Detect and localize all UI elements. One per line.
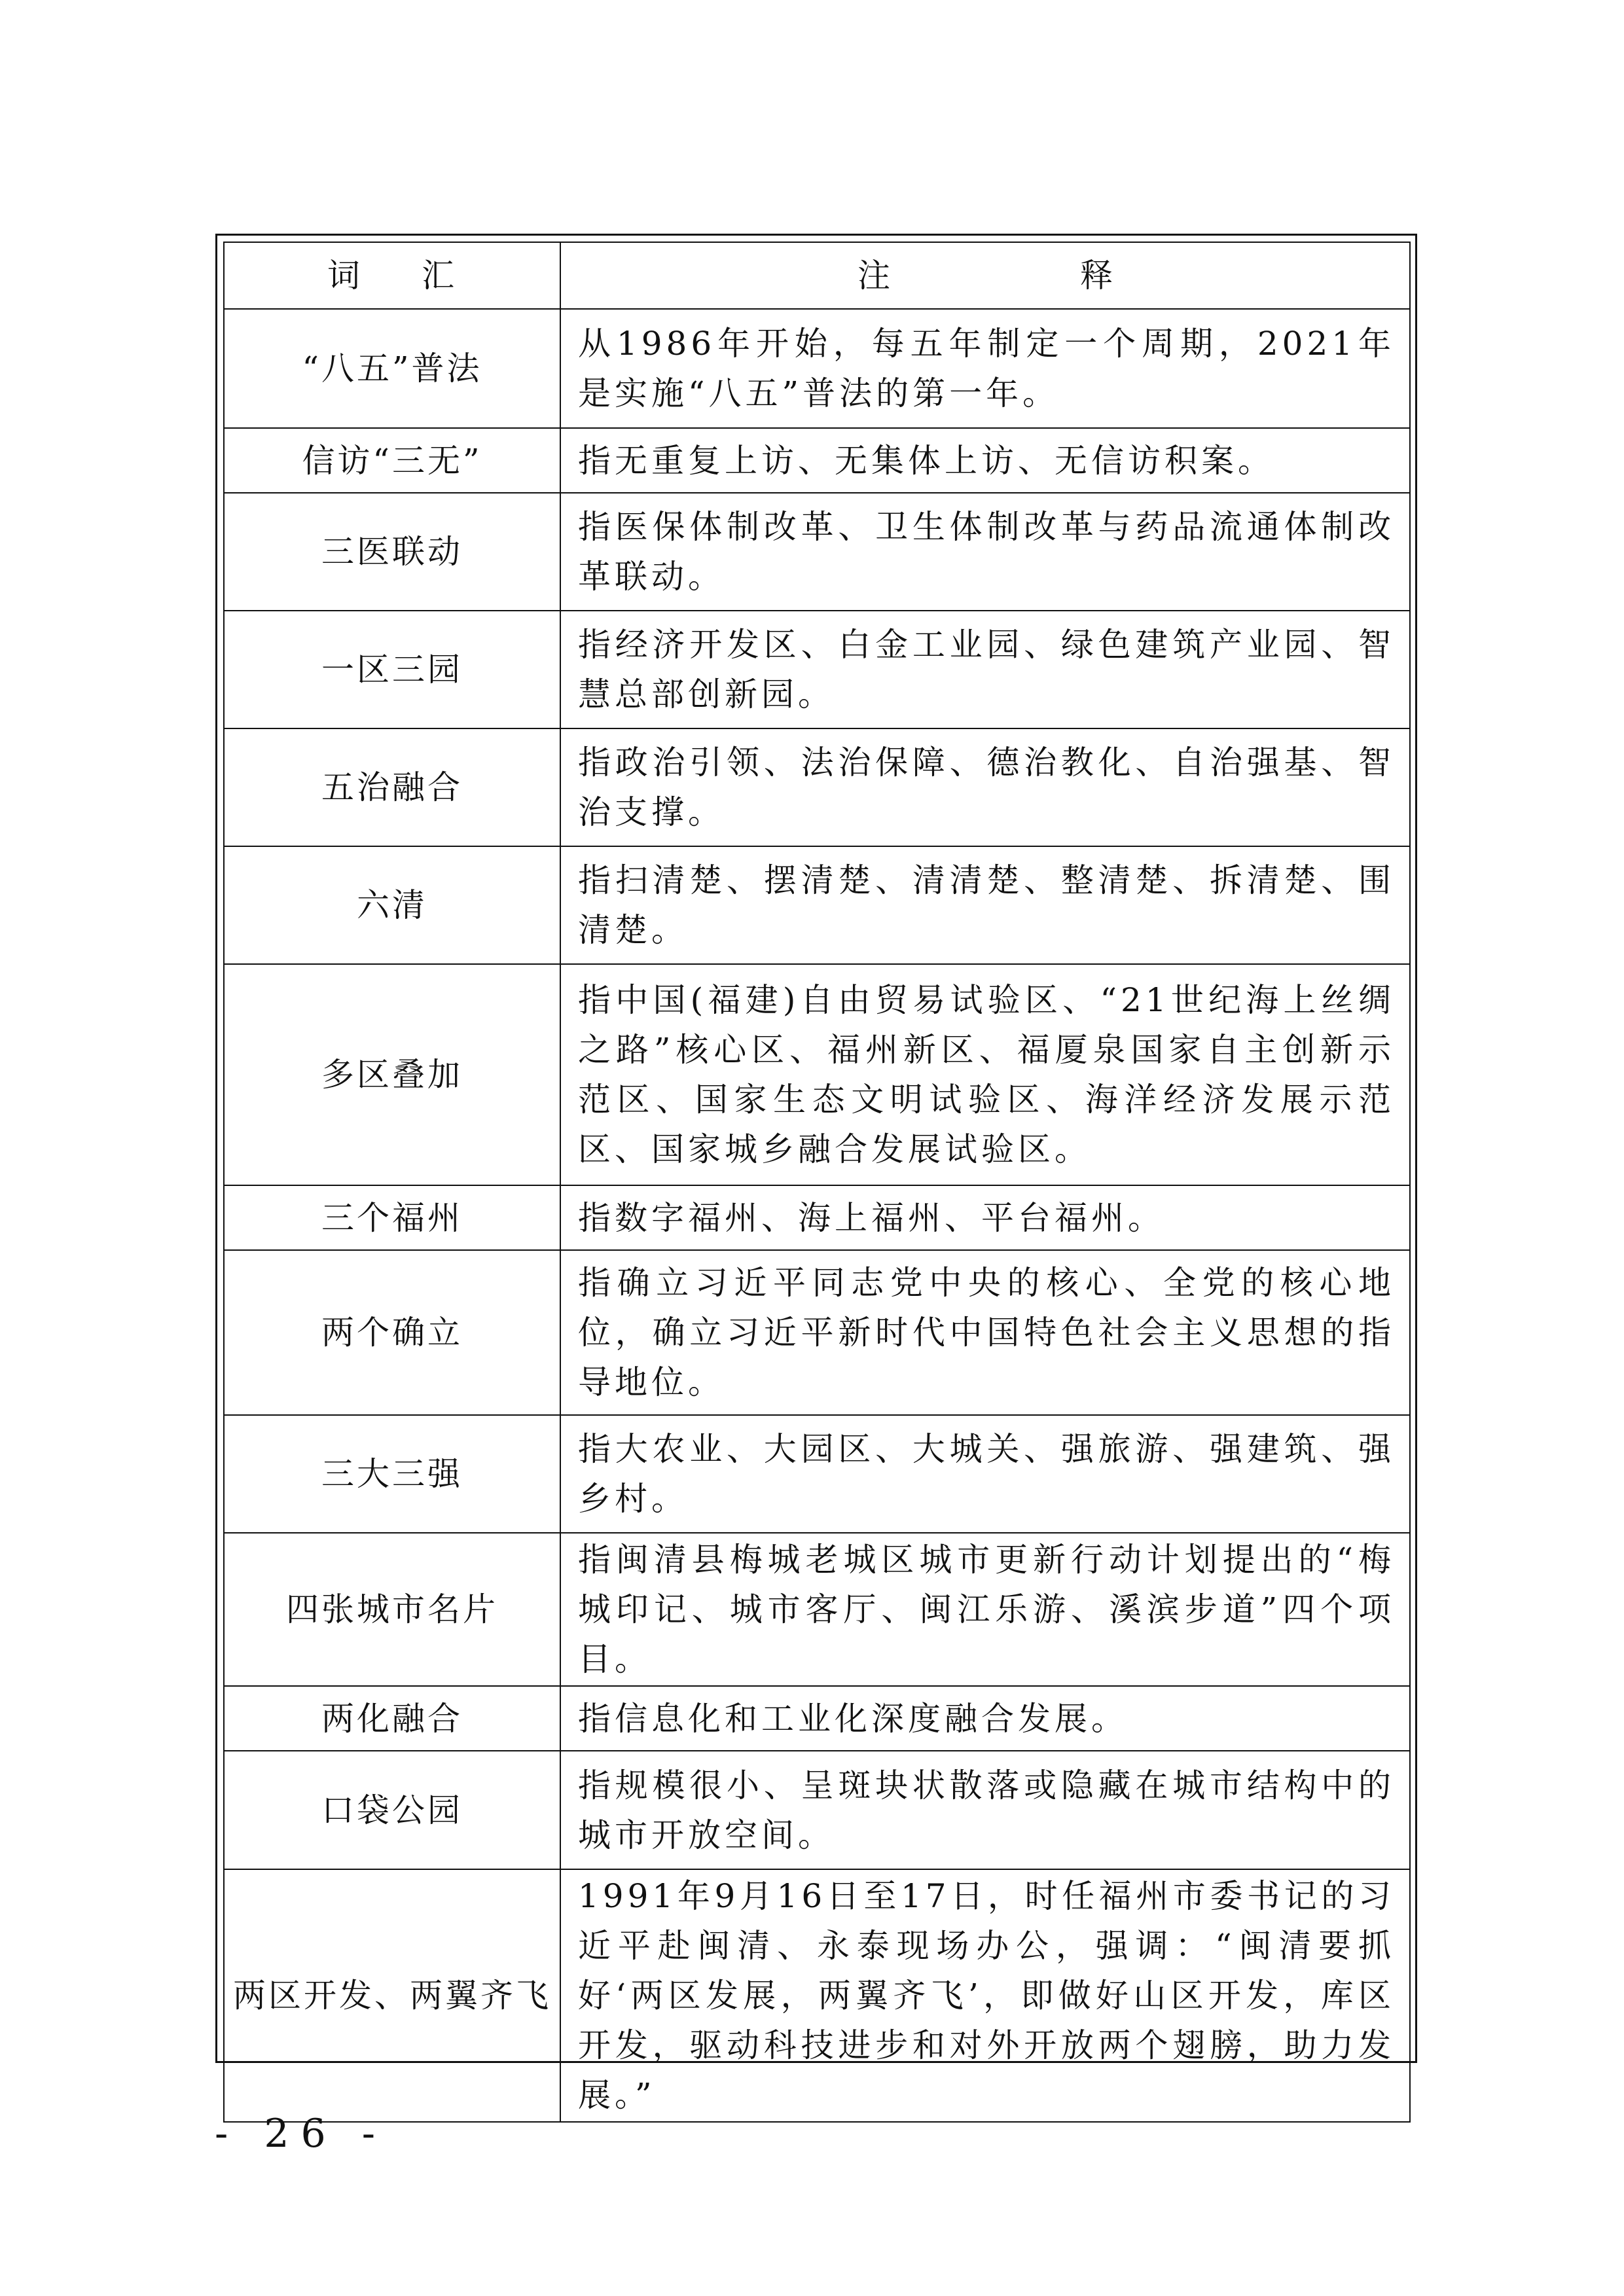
term-cell: 口袋公园 xyxy=(224,1751,560,1869)
term-cell: 六清 xyxy=(224,846,560,964)
table-row xyxy=(224,309,1410,428)
page-number: - 26 - xyxy=(215,2111,388,2157)
term-cell: “八五”普法 xyxy=(224,309,560,428)
note-cell: 指扫清楚、摆清楚、清清楚、整清楚、拆清楚、围清楚。 xyxy=(560,846,1410,964)
note-cell: 指确立习近平同志党中央的核心、全党的核心地位，确立习近平新时代中国特色社会主义思想的指导地位。 xyxy=(560,1250,1410,1415)
term-cell: 两个确立 xyxy=(224,1250,560,1415)
note-cell: 指中国(福建)自由贸易试验区、“21世纪海上丝绸之路”核心区、福州新区、福厦泉国家自主创新示范区、国家生态文明试验区、海洋经济发展示范区、国家城乡融合发展试验区。 xyxy=(560,964,1410,1185)
note-cell: 指闽清县梅城老城区城市更新行动计划提出的“梅城印记、城市客厅、闽江乐游、溪滨步道”四个项目。 xyxy=(560,1533,1410,1686)
note-cell: 1991年9月16日至17日，时任福州市委书记的习近平赴闽清、永泰现场办公，强调：“闽清要抓好‘两区发展，两翼齐飞’，即做好山区开发，库区开发，驱动科技进步和对外开放两个翅膀，助力发展。” xyxy=(560,1869,1410,2122)
term-cell: 两化融合 xyxy=(224,1686,560,1751)
term-cell: 四张城市名片 xyxy=(224,1533,560,1686)
term-cell: 三个福州 xyxy=(224,1185,560,1250)
table-row xyxy=(224,1869,1410,2122)
table-row xyxy=(224,1250,1410,1415)
term-cell: 五治融合 xyxy=(224,728,560,846)
note-cell: 指数字福州、海上福州、平台福州。 xyxy=(560,1185,1410,1250)
note-cell: 指医保体制改革、卫生体制改革与药品流通体制改革联动。 xyxy=(560,493,1410,611)
table-row xyxy=(224,1415,1410,1533)
note-cell: 指大农业、大园区、大城关、强旅游、强建筑、强乡村。 xyxy=(560,1415,1410,1533)
table-row xyxy=(224,1751,1410,1869)
note-cell: 指经济开发区、白金工业园、绿色建筑产业园、智慧总部创新园。 xyxy=(560,611,1410,728)
header-term: 词 汇 xyxy=(224,242,560,309)
table-row xyxy=(224,1185,1410,1250)
note-cell: 指政治引领、法治保障、德治教化、自治强基、智治支撑。 xyxy=(560,728,1410,846)
table-header-row xyxy=(224,242,1410,309)
term-cell: 一区三园 xyxy=(224,611,560,728)
table-row xyxy=(224,611,1410,728)
glossary-table xyxy=(223,242,1411,2123)
table-row xyxy=(224,1533,1410,1686)
term-cell: 三医联动 xyxy=(224,493,560,611)
table-row xyxy=(224,1686,1410,1751)
table-row xyxy=(224,728,1410,846)
table-row xyxy=(224,846,1410,964)
term-cell: 多区叠加 xyxy=(224,964,560,1185)
note-cell: 指无重复上访、无集体上访、无信访积案。 xyxy=(560,428,1410,493)
note-cell: 指规模很小、呈斑块状散落或隐藏在城市结构中的城市开放空间。 xyxy=(560,1751,1410,1869)
note-cell: 指信息化和工业化深度融合发展。 xyxy=(560,1686,1410,1751)
note-cell: 从1986年开始，每五年制定一个周期，2021年是实施“八五”普法的第一年。 xyxy=(560,309,1410,428)
header-note: 注 释 xyxy=(560,242,1410,309)
table-row xyxy=(224,964,1410,1185)
term-cell: 信访“三无” xyxy=(224,428,560,493)
table-row xyxy=(224,493,1410,611)
table-row xyxy=(224,428,1410,493)
term-cell: 三大三强 xyxy=(224,1415,560,1533)
term-cell: 两区开发、两翼齐飞 xyxy=(224,1869,560,2122)
